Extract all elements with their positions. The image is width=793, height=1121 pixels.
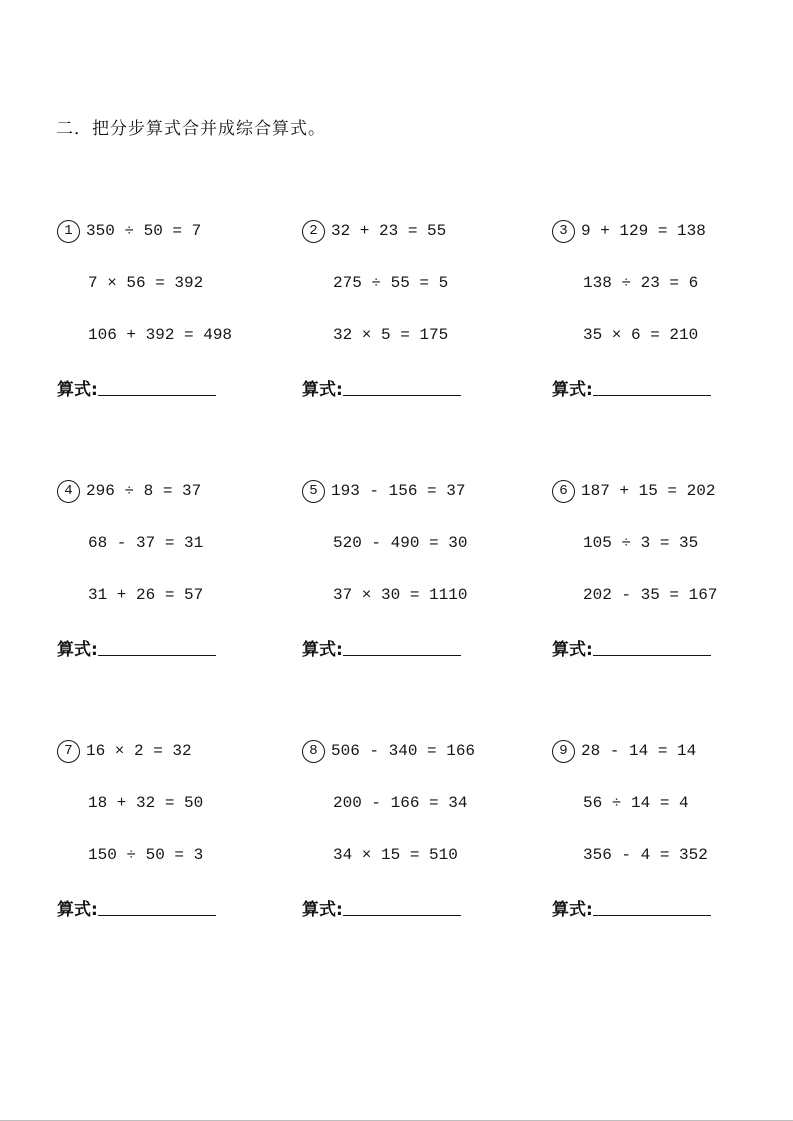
answer-blank	[343, 638, 461, 656]
answer-label: 算式:	[57, 639, 98, 660]
equation-text: 138 ÷ 23 = 6	[583, 274, 699, 292]
equation-line	[302, 725, 552, 777]
equation-text: 37 × 30 = 1110	[333, 586, 468, 604]
answer-line	[302, 881, 552, 933]
equation-line	[57, 777, 302, 829]
equation-line	[302, 517, 552, 569]
equation-text: 200 - 166 = 34	[333, 794, 468, 812]
problems-grid	[57, 205, 758, 933]
equation-line	[302, 205, 552, 257]
answer-line	[552, 361, 758, 413]
equation-line	[552, 465, 758, 517]
equation-text: 7 × 56 = 392	[88, 274, 204, 292]
problem-number-circle	[57, 740, 80, 763]
problem-number: 5	[309, 483, 318, 499]
equation-text: 520 - 490 = 30	[333, 534, 468, 552]
problem-2	[302, 205, 552, 413]
problem-number: 7	[64, 743, 73, 759]
answer-blank	[98, 378, 216, 396]
equation-line	[552, 777, 758, 829]
equation-text: 106 + 392 = 498	[88, 326, 233, 344]
equation-line	[302, 465, 552, 517]
answer-blank	[593, 378, 711, 396]
equation-text: 35 × 6 = 210	[583, 326, 699, 344]
answer-blank	[98, 898, 216, 916]
problem-6	[552, 465, 758, 673]
equation-text: 202 - 35 = 167	[583, 586, 718, 604]
equation-line	[57, 569, 302, 621]
problem-number-circle	[552, 220, 575, 243]
problem-number-circle	[302, 740, 325, 763]
problem-number-circle	[552, 480, 575, 503]
equation-line	[552, 725, 758, 777]
answer-label: 算式:	[57, 379, 98, 400]
problem-number-circle	[57, 480, 80, 503]
answer-line	[57, 881, 302, 933]
answer-line	[552, 881, 758, 933]
problem-7	[57, 725, 302, 933]
equation-text: 9 + 129 = 138	[581, 222, 706, 240]
problem-number: 2	[309, 223, 318, 239]
answer-blank	[343, 898, 461, 916]
problem-number-circle	[57, 220, 80, 243]
equation-line	[57, 725, 302, 777]
problem-number-circle	[302, 220, 325, 243]
answer-label: 算式:	[302, 379, 343, 400]
answer-label: 算式:	[57, 899, 98, 920]
answer-blank	[343, 378, 461, 396]
problem-number-circle	[302, 480, 325, 503]
answer-blank	[593, 638, 711, 656]
equation-line	[552, 257, 758, 309]
problem-3	[552, 205, 758, 413]
answer-label: 算式:	[302, 899, 343, 920]
answer-line	[57, 621, 302, 673]
answer-line	[302, 361, 552, 413]
problem-8	[302, 725, 552, 933]
equation-text: 275 ÷ 55 = 5	[333, 274, 449, 292]
answer-blank	[593, 898, 711, 916]
answer-label: 算式:	[302, 639, 343, 660]
problem-5	[302, 465, 552, 673]
equation-text: 28 - 14 = 14	[581, 742, 697, 760]
equation-text: 356 - 4 = 352	[583, 846, 708, 864]
equation-line	[302, 829, 552, 881]
equation-text: 18 + 32 = 50	[88, 794, 204, 812]
equation-line	[302, 309, 552, 361]
equation-text: 34 × 15 = 510	[333, 846, 458, 864]
equation-line	[552, 517, 758, 569]
problem-number: 4	[64, 483, 73, 499]
equation-line	[552, 829, 758, 881]
problem-number: 8	[309, 743, 318, 759]
problem-number-circle	[552, 740, 575, 763]
problem-number: 1	[64, 223, 73, 239]
equation-line	[552, 309, 758, 361]
equation-line	[57, 257, 302, 309]
equation-line	[57, 829, 302, 881]
equation-text: 32 × 5 = 175	[333, 326, 449, 344]
equation-line	[552, 569, 758, 621]
answer-line	[302, 621, 552, 673]
answer-line	[552, 621, 758, 673]
equation-text: 68 - 37 = 31	[88, 534, 204, 552]
equation-line	[57, 517, 302, 569]
answer-label: 算式:	[552, 899, 593, 920]
answer-line	[57, 361, 302, 413]
problem-9	[552, 725, 758, 933]
equation-line	[57, 309, 302, 361]
equation-text: 16 × 2 = 32	[86, 742, 192, 760]
equation-line	[302, 777, 552, 829]
problem-4	[57, 465, 302, 673]
equation-text: 105 ÷ 3 = 35	[583, 534, 699, 552]
answer-label: 算式:	[552, 639, 593, 660]
answer-label: 算式:	[552, 379, 593, 400]
equation-line	[57, 465, 302, 517]
problem-number: 3	[559, 223, 568, 239]
equation-line	[302, 257, 552, 309]
equation-text: 506 - 340 = 166	[331, 742, 476, 760]
equation-text: 187 + 15 = 202	[581, 482, 716, 500]
problem-1	[57, 205, 302, 413]
equation-text: 193 - 156 = 37	[331, 482, 466, 500]
equation-text: 350 ÷ 50 = 7	[86, 222, 202, 240]
equation-line	[302, 569, 552, 621]
equation-text: 296 ÷ 8 = 37	[86, 482, 202, 500]
equation-text: 56 ÷ 14 = 4	[583, 794, 689, 812]
equation-text: 32 + 23 = 55	[331, 222, 447, 240]
equation-line	[552, 205, 758, 257]
equation-text: 150 ÷ 50 = 3	[88, 846, 204, 864]
section-title: 二．把分步算式合并成综合算式。	[56, 119, 326, 139]
problem-number: 6	[559, 483, 568, 499]
answer-blank	[98, 638, 216, 656]
equation-line	[57, 205, 302, 257]
problem-number: 9	[559, 743, 568, 759]
equation-text: 31 + 26 = 57	[88, 586, 204, 604]
